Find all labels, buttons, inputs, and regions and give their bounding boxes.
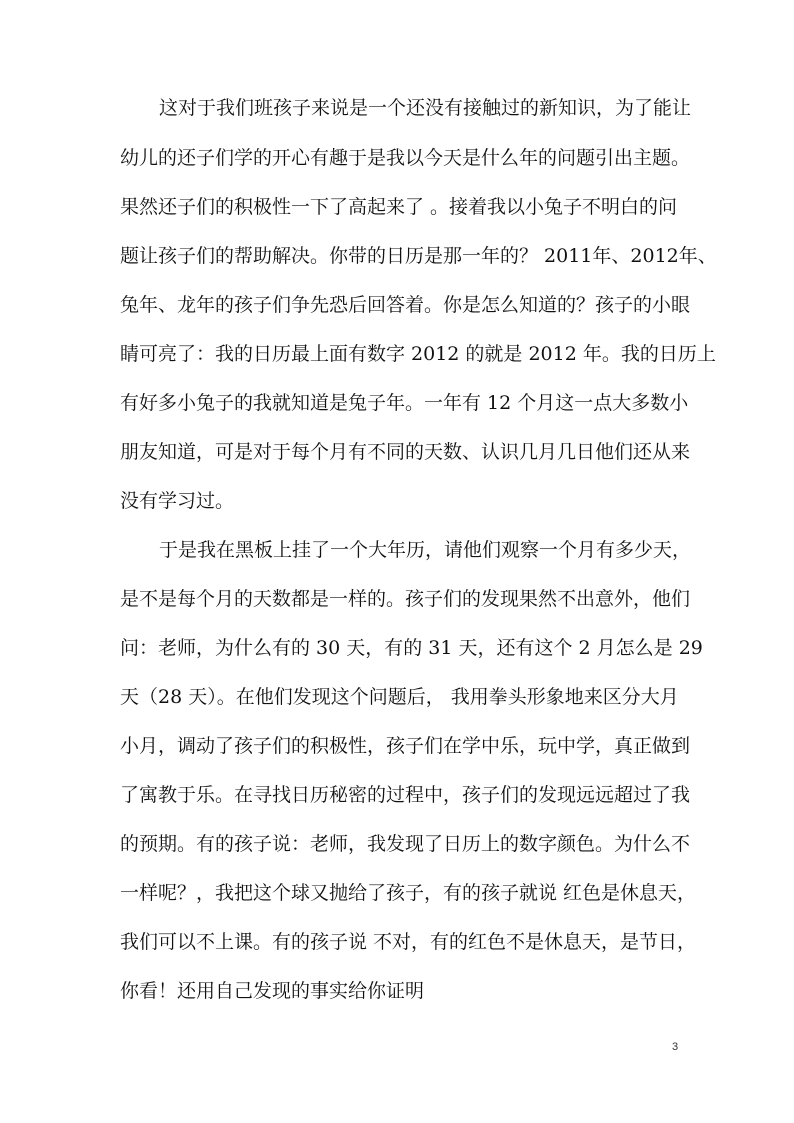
paragraph-2-line-5: 小月，调动了孩子们的积极性，孩子们在学中乐，玩中学，真正做到 (120, 735, 691, 757)
paragraph-2-line-4: 天（28 天）。在他们发现这个问题后， 我用拳头形象地来区分大月 (120, 686, 679, 708)
paragraph-1-line-2: 幼儿的还子们学的开心有趣于是我以今天是什么年的问题引出主题。 (120, 147, 691, 169)
paragraph-1-line-8: 朋友知道，可是对于每个月有不同的天数、认识几月几日他们还从来 (120, 441, 691, 463)
paragraph-2-line-9: 我们可以不上课。有的孩子说 不对，有的红色不是休息天，是节日， (120, 931, 697, 953)
paragraph-1-line-3: 果然还子们的积极性一下了高起来了 。接着我以小兔子不明白的问 (120, 196, 678, 218)
paragraph-1-line-9: 没有学习过。 (120, 490, 235, 512)
paragraph-2-line-6: 了寓教于乐。在寻找日历秘密的过程中，孩子们的发现远远超过了我 (120, 784, 691, 806)
paragraph-1-line-5: 兔年、龙年的孩子们争先恐后回答着。你是怎么知道的？孩子的小眼 (120, 294, 691, 316)
paragraph-2-line-3: 问：老师，为什么有的 30 天，有的 31 天，还有这个 2 月怎么是 29 (120, 637, 703, 659)
paragraph-1-line-6: 睛可亮了：我的日历最上面有数字 2012 的就是 2012 年。我的日历上 (120, 343, 716, 365)
paragraph-2-line-10: 你看！还用自己发现的事实给你证明 (120, 980, 425, 1002)
paragraph-1-line-1: 这对于我们班孩子来说是一个还没有接触过的新知识，为了能让 (159, 97, 692, 119)
paragraph-2-line-8: 一样呢？，我把这个球又抛给了孩子，有的孩子就说 红色是休息天， (120, 882, 697, 904)
paragraph-2-line-2: 是不是每个月的天数都是一样的。孩子们的发现果然不出意外，他们 (120, 588, 691, 610)
paragraph-2-line-1: 于是我在黑板上挂了一个大年历，请他们观察一个月有多少天， (159, 539, 692, 561)
page-number: 3 (672, 1041, 679, 1053)
paragraph-1-line-7: 有好多小兔子的我就知道是兔子年。一年有 12 个月这一点大多数小 (120, 392, 689, 414)
paragraph-1-line-4: 题让孩子们的帮助解决。你带的日历是那一年的？ 2011年、2012年、 (120, 245, 717, 267)
paragraph-2-line-7: 的预期。有的孩子说：老师，我发现了日历上的数字颜色。为什么不 (120, 833, 691, 855)
